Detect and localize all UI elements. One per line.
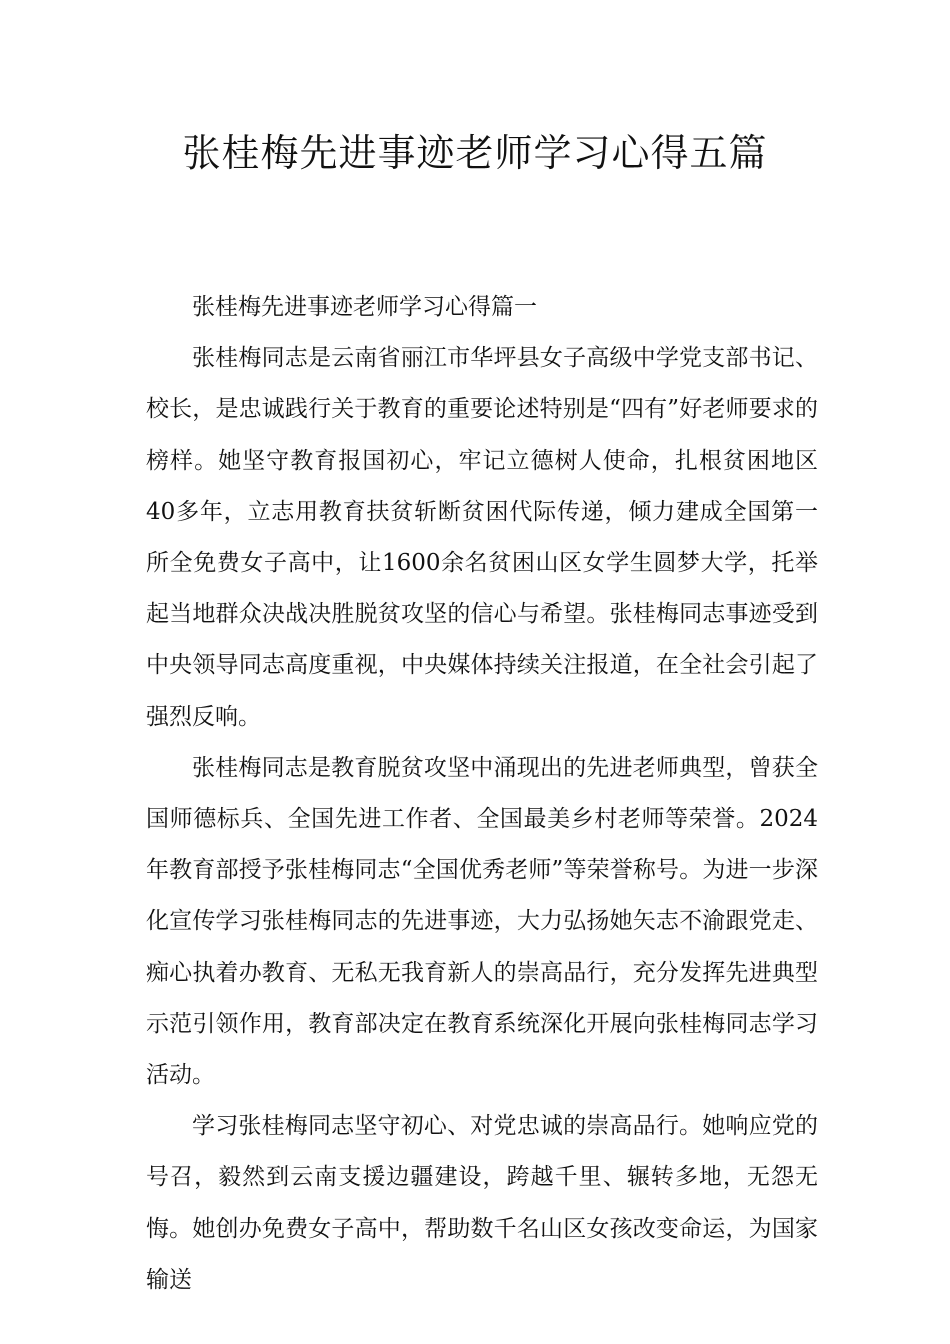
section-heading: 张桂梅先进事迹老师学习心得篇一 <box>192 294 537 320</box>
paragraph-1: 张桂梅同志是云南省丽江市华坪县女子高级中学党支部书记、校长，是忠诚践行关于教育的重要论述特别是“四有”好老师要求的榜样。她坚守教育报国初心，牢记立德树人使命，扎根贫困地区40多年，立志用教育扶贫斩断贫困代际传递，倾力建成全国第一所全免费女子高中，让1600余名贫困山区女学生圆梦大学，托举起当地群众决战决胜脱贫攻坚的信心与希望。张桂梅同志事迹受到中央领导同志高度重视，中央媒体持续关注报道，在全社会引起了强烈反响。 <box>146 345 818 730</box>
document-body <box>146 282 818 1306</box>
document-title: 张桂梅先进事迹老师学习心得五篇 <box>182 131 768 175</box>
paragraph-2: 张桂梅同志是教育脱贫攻坚中涌现出的先进老师典型，曾获全国师德标兵、全国先进工作者、全国最美乡村老师等荣誉。2024年教育部授予张桂梅同志“全国优秀老师”等荣誉称号。为进一步深化宣传学习张桂梅同志的先进事迹，大力弘扬她矢志不渝跟党走、痴心执着办教育、无私无我育新人的崇高品行，充分发挥先进典型示范引领作用，教育部决定在教育系统深化开展向张桂梅同志学习活动。 <box>146 754 818 1089</box>
paragraph-3: 学习张桂梅同志坚守初心、对党忠诚的崇高品行。她响应党的号召，毅然到云南支援边疆建设，跨越千里、辗转多地，无怨无悔。她创办免费女子高中，帮助数千名山区女孩改变命运，为国家输送 <box>146 1113 818 1293</box>
